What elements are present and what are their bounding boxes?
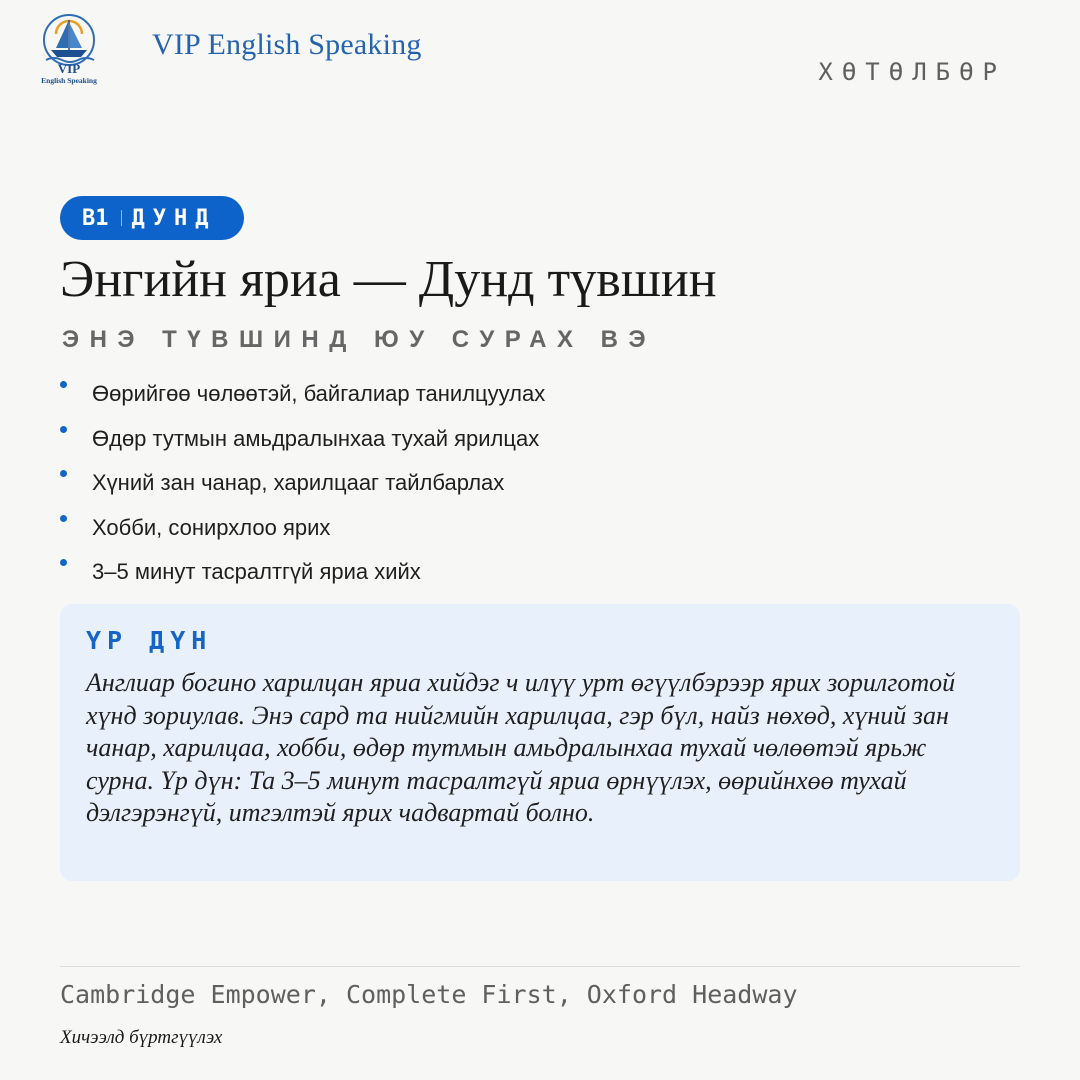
bullet-icon	[60, 559, 67, 566]
goal-text: Өөрийгөө чөлөөтэй, байгалиар танилцуулах	[92, 381, 546, 407]
brand-name[interactable]: VIP English Speaking	[152, 28, 422, 61]
goal-text: Өдөр тутмын амьдралынхаа тухай ярилцах	[92, 425, 540, 451]
list-item	[60, 461, 545, 506]
goal-text: Хүний зан чанар, харилцааг тайлбарлах	[92, 470, 505, 496]
level-badge	[60, 196, 244, 240]
logo-text-top: VIP	[57, 61, 81, 76]
goal-text: Хобби, сонирхлоо ярих	[92, 514, 331, 540]
level-separator	[121, 210, 122, 226]
level-code: B1	[82, 205, 109, 231]
level-name: ДУНД	[131, 205, 217, 231]
register-link[interactable]: Хичээлд бүртгүүлэх	[60, 1027, 223, 1048]
bullet-icon	[60, 426, 67, 433]
section-subheading: ЭНЭ ТҮВШИНД ЮУ СУРАХ ВЭ	[62, 326, 657, 353]
brand-logo[interactable]	[34, 12, 104, 86]
page-title: Энгийн яриа — Дунд түвшин	[60, 251, 717, 308]
result-card	[60, 604, 1020, 881]
section-label: ХӨТӨЛБӨР	[818, 58, 1006, 86]
bullet-icon	[60, 515, 67, 522]
list-item	[60, 506, 545, 551]
list-item	[60, 550, 545, 595]
goal-text: 3–5 минут тасралтгүй яриа хийх	[92, 559, 421, 585]
list-item	[60, 372, 545, 417]
result-text: Англиар богино харилцан яриа хийдэг ч илүү урт өгүүлбэрээр ярих зорилготой хүнд зориулав. Энэ сард та нийгмийн харилцаа, гэр бүл, найз нөхөд, хүний зан чанар, харилцаа, хобби, өдөр тутмын амьдралынхаа тухай чөлөөтэй ярьж сурна. Үр дүн: Та 3–5 минут тасралтгүй яриа өрнүүлэх, өөрийнхөө тухай дэлгэрэнгүй, итгэлтэй ярих чадвартай болно.	[86, 668, 956, 827]
result-title: ҮР ДҮН	[86, 626, 213, 655]
bullet-icon	[60, 381, 67, 388]
footer-divider	[60, 966, 1020, 967]
list-item	[60, 417, 545, 462]
sailboat-logo-icon	[34, 12, 104, 86]
textbooks-line: Cambridge Empower, Complete First, Oxford Headway	[60, 980, 798, 1009]
goals-list	[60, 372, 545, 595]
bullet-icon	[60, 470, 67, 477]
logo-text-bottom: English Speaking	[41, 76, 97, 85]
